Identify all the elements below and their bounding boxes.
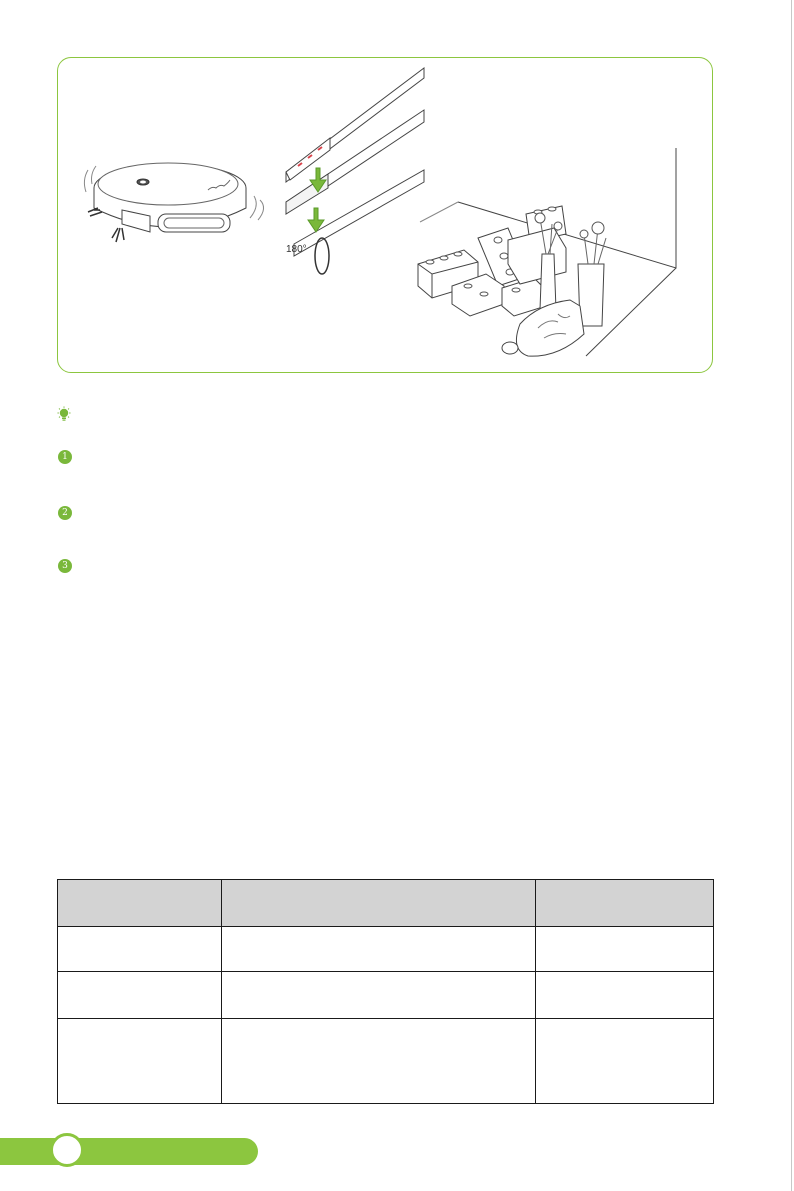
- table-cell: [536, 972, 714, 1019]
- page-edge-line: [791, 0, 792, 1191]
- illustration-drawing: [58, 58, 714, 374]
- robot-vacuum-drawing: [84, 163, 263, 242]
- step-badge-2: 2: [58, 506, 72, 520]
- step-badge-1: 1: [58, 450, 72, 464]
- table-cell: [58, 927, 222, 972]
- lightbulb-icon: [56, 406, 72, 424]
- table-header-row: [58, 880, 714, 927]
- table-cell: [222, 972, 536, 1019]
- page-number: [50, 1133, 84, 1167]
- table-header-cell: [536, 880, 714, 927]
- room-corner-drawing: [418, 148, 676, 356]
- spec-table: [57, 879, 714, 1104]
- table-cell: [222, 1019, 536, 1104]
- table-row: [58, 972, 714, 1019]
- table-header-cell: [222, 880, 536, 927]
- table-row: [58, 927, 714, 972]
- footer-bar: [0, 1138, 258, 1165]
- table-header-cell: [58, 880, 222, 927]
- table-cell: [222, 927, 536, 972]
- table-cell: [536, 927, 714, 972]
- illustration-panel: [57, 57, 713, 373]
- table-cell: [58, 972, 222, 1019]
- rotation-label: 180°: [286, 244, 307, 255]
- table-row: [58, 1019, 714, 1104]
- step-badge-3: 3: [58, 559, 72, 573]
- tape-strips-drawing: [286, 68, 424, 274]
- table-cell: [536, 1019, 714, 1104]
- table-cell: [58, 1019, 222, 1104]
